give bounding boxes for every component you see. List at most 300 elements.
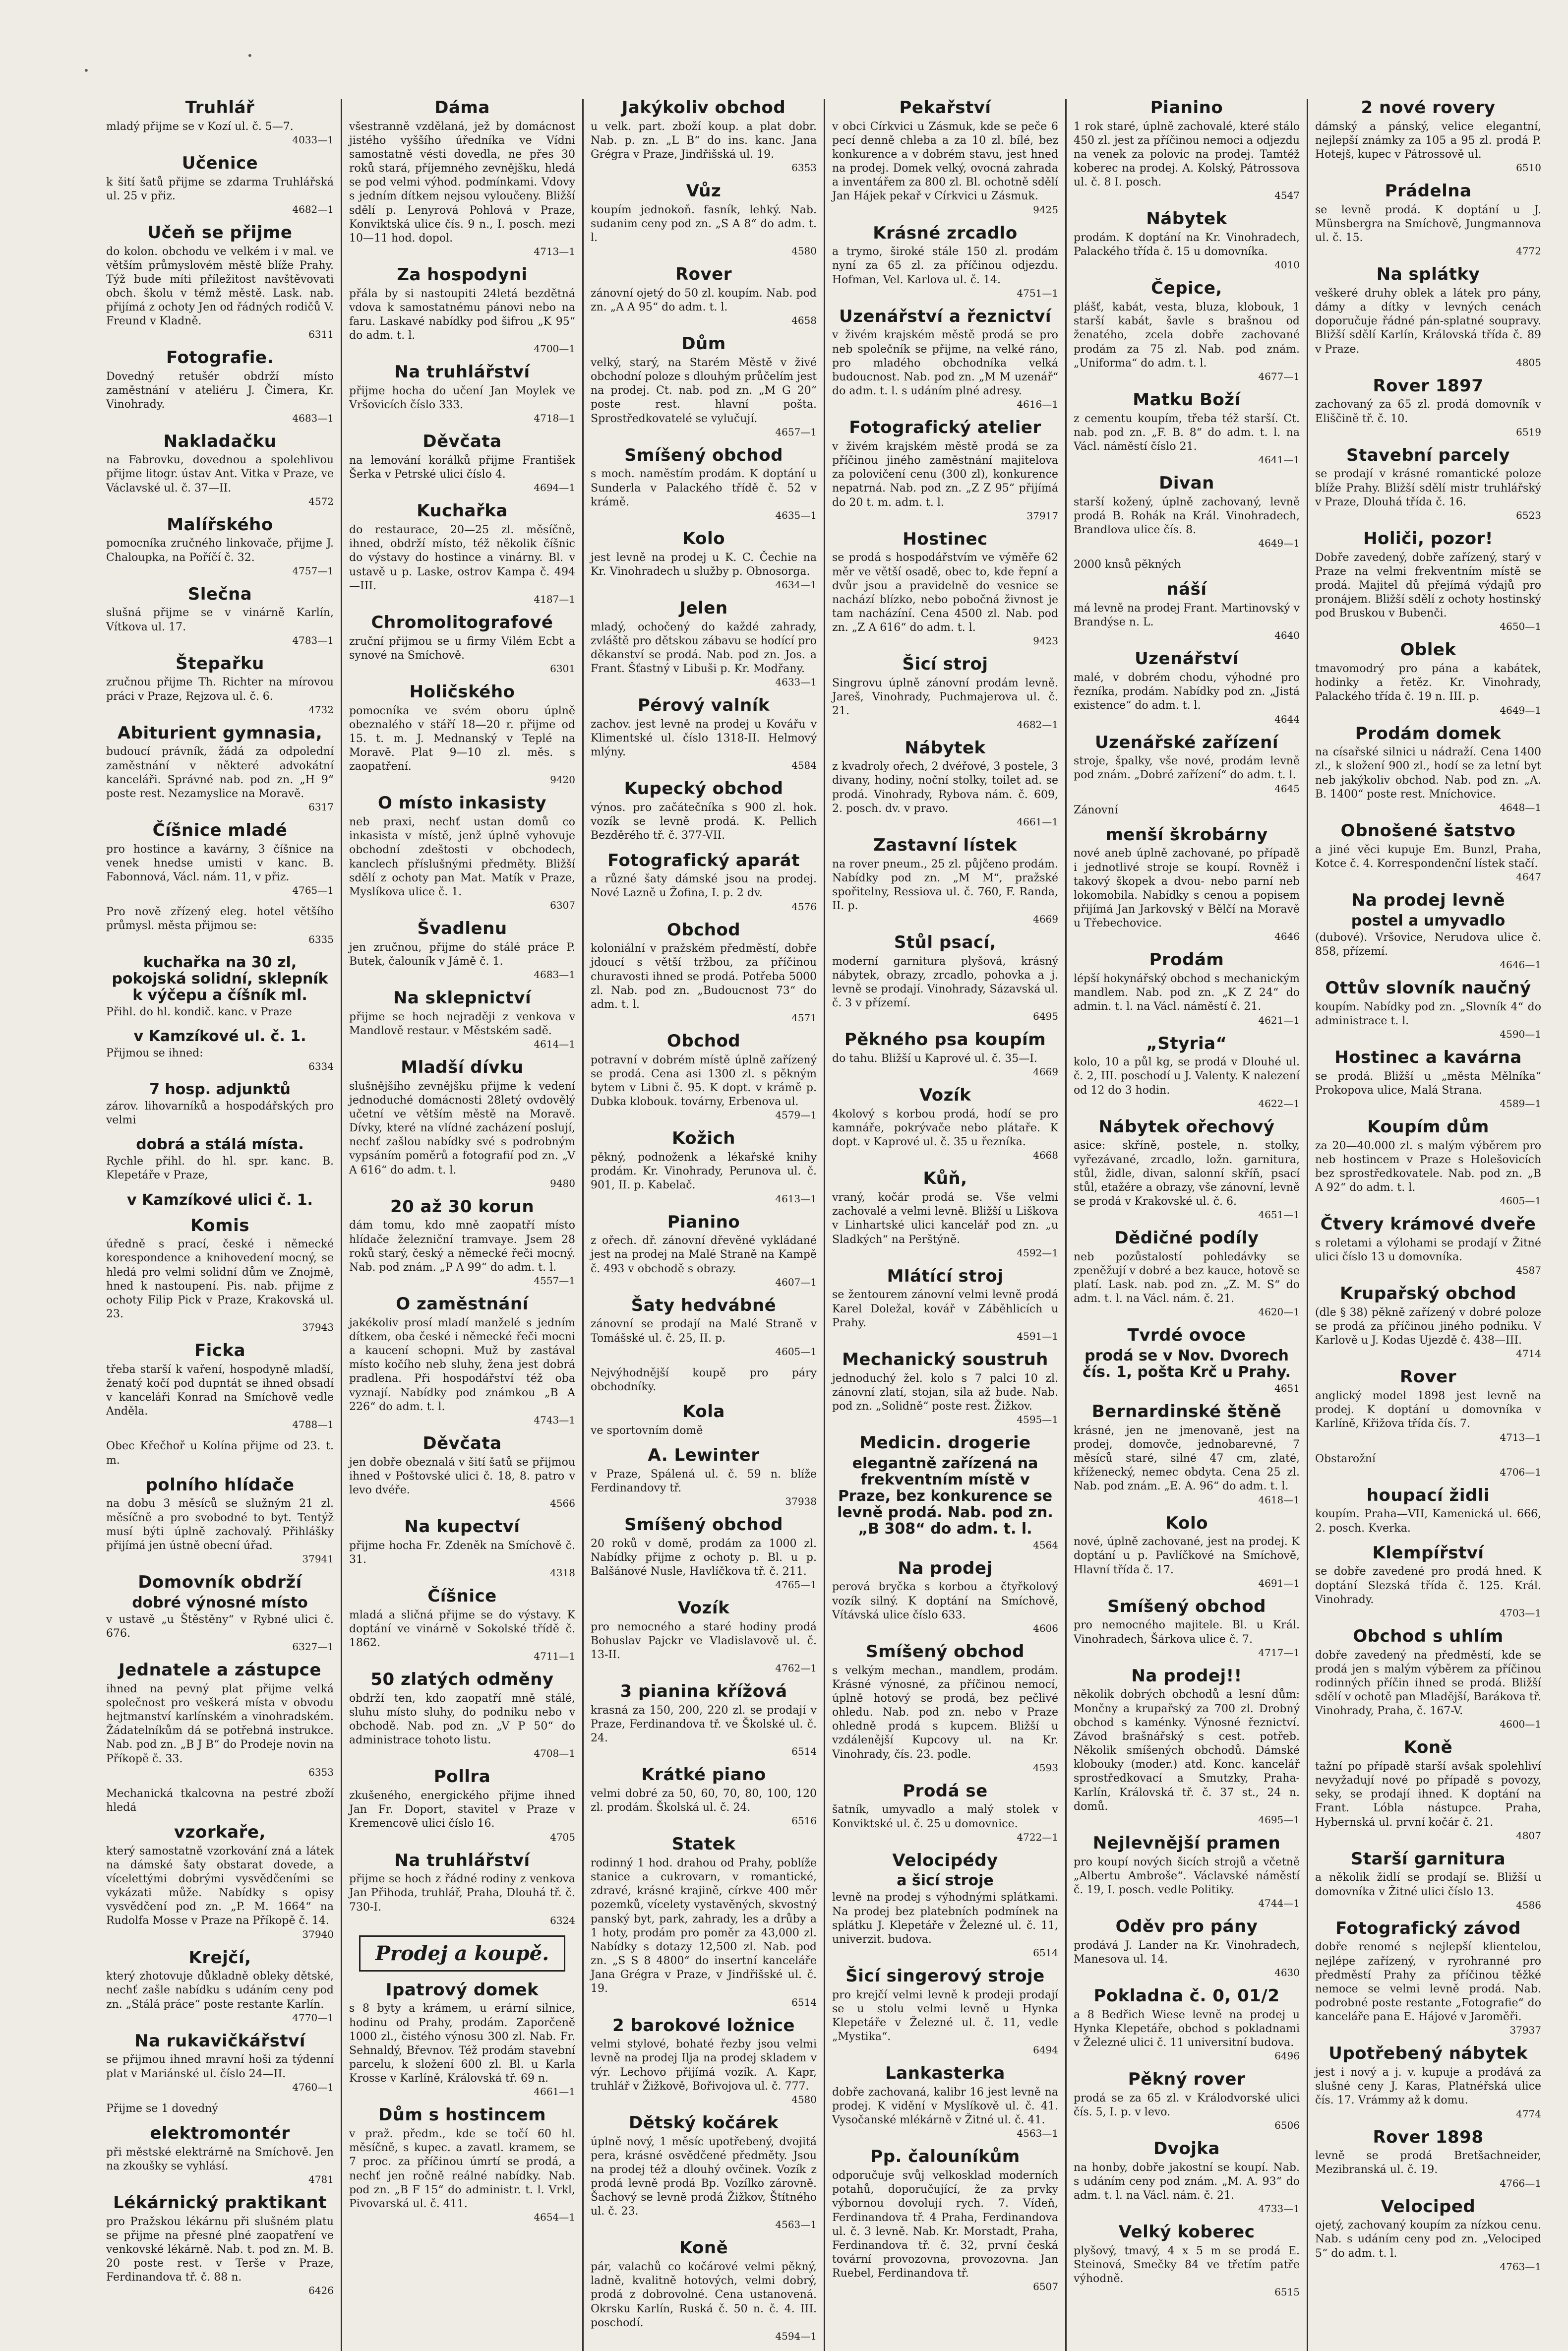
classified-ad [591, 1836, 817, 2008]
ad-headline: Medicin. drogerie [859, 1433, 1031, 1453]
ad-body: pro koupí nových šicích strojů a včetně „Albertu Ambroše“. Václavské náměstí č. 19, I. posch. vedle Politiky. [1074, 1856, 1300, 1896]
classified-ad [106, 2125, 334, 2185]
classified-ad [591, 2239, 817, 2342]
ad-body: v živém krajském městě prodá se pro neb společník se přijme, na velké ráno, pro mladého obchodníka velká budoucnost. Nab. pod zn. „M M uzenář“ do adm. t. l. s udáním plné adresy. [832, 329, 1058, 398]
ad-reference-number: 4691—1 [1258, 1577, 1300, 1589]
ad-body: nové, úplně zachované, jest na prodej. K doptání u p. Pavlíčkové na Smíchově, Hlavní třída č. 17. [1074, 1536, 1300, 1576]
ad-headline: Mladší dívku [401, 1057, 524, 1077]
ad-headline: 50 zlatých odměny [370, 1670, 554, 1690]
ad-headline: Pokladna č. 0, 01/2 [1093, 1986, 1280, 2006]
ad-headline: Čepice, [1151, 278, 1222, 299]
classified-ad [832, 1268, 1058, 1342]
classified-ad [1315, 641, 1541, 716]
classified-ad [106, 1028, 334, 1072]
ad-reference-number: 4547 [1274, 189, 1300, 202]
ad-body: se prodá s hospodářstvím ve výměře 62 měr ve větší osadě, obec to, kde řepní a dvůr jsou a pravidelně do vesnice se nachází blízko, nebo pobočná živnost je tam nacházíní. Cena 4500 zl. Nab. pod zn. „Z A 616“ do adm. t. l. [832, 552, 1058, 634]
ad-headline: Na prodej!! [1131, 1666, 1242, 1686]
ad-reference-number: 4630 [1274, 1967, 1300, 1979]
ad-reference-number: 4805 [1516, 356, 1541, 369]
ad-emphasis: v Kamzíkové ul. č. 1. [133, 1027, 306, 1045]
ad-reference-number: 4572 [308, 495, 334, 507]
ad-headline: Lankasterka [885, 2063, 1005, 2084]
ad-headline: Kupecký obchod [624, 779, 784, 799]
ad-reference-number: 6307 [550, 899, 575, 911]
ad-headline: Chromolitografové [371, 612, 553, 632]
ad-headline: O místo inkasisty [378, 793, 546, 813]
classified-ad [106, 905, 334, 945]
ad-body: ojetý, zachovaný koupím za nízkou cenu. Nab. s udáním ceny pod zn. „Velociped 5“ do adm. t. l. [1315, 2219, 1541, 2260]
ad-headline: Smíšený obchod [624, 445, 783, 465]
ad-body: výnos. pro začátečníka s 900 zl. hok. vozík se levně prodá. K. Pellich Bezděrého tř. č. 377-VII. [591, 802, 817, 842]
classified-ad [1315, 99, 1541, 174]
classified-ad [1315, 1285, 1541, 1360]
classified-ad [591, 99, 817, 174]
ad-headline: Ottův slovník naučný [1325, 978, 1531, 998]
ad-headline: Pianino [1150, 98, 1223, 118]
ad-emphasis: a šicí stroje [897, 1872, 994, 1890]
column-2 [341, 99, 582, 2351]
ad-headline: „Styria“ [1146, 1033, 1227, 1053]
classified-ad [591, 1516, 817, 1591]
classified-ad [1315, 530, 1541, 632]
classified-ad [106, 725, 334, 813]
ad-reference-number: 6317 [308, 801, 334, 813]
classified-ad [1315, 1545, 1541, 1619]
ad-body: se žentourem zánovní velmi levně prodá Karel Doležal, kovář v Záběhlicích u Prahy. [832, 1289, 1058, 1329]
ad-reference-number: 4595—1 [1017, 1414, 1058, 1426]
classified-ad [591, 1130, 817, 1204]
ad-headline: Prodám [1149, 950, 1224, 970]
classified-ad [1315, 2129, 1541, 2189]
classified-ad [1315, 822, 1541, 883]
ad-reference-number: 6324 [550, 1914, 575, 1926]
ad-reference-number: 6426 [308, 2285, 334, 2297]
ad-body: stroje, špalky, vše nové, prodám levně pod znám. „Dobré zařízení“ do adm. t. l. [1074, 755, 1300, 782]
classified-ad [832, 1170, 1058, 1258]
classified-ad [1074, 650, 1300, 725]
classified-ad [106, 1824, 334, 1940]
ad-body: koupím jednokoň. fasník, lehký. Nab. sudanim ceny pod zn. „S A 8“ do adm. t. l. [591, 203, 817, 245]
ad-headline: Vozík [677, 1598, 730, 1618]
ad-headline: Statek [671, 1834, 736, 1855]
classified-ad [1074, 734, 1300, 795]
ad-emphasis: dobrá a stálá místa. [136, 1136, 304, 1154]
ad-headline: Dvojka [1153, 2139, 1220, 2159]
ad-body: levně se prodá Bretšachneider, Mezibranská ul. č. 19. [1315, 2150, 1541, 2176]
classified-ad [1315, 377, 1541, 438]
ad-body: (dubové). Vršovice, Nerudova ulice č. 858, přízemí. [1315, 931, 1541, 958]
ad-reference-number: 6301 [550, 662, 575, 675]
ad-reference-number: 4584 [791, 759, 817, 772]
ad-body: přijme se hoch nejraději z venkova v Mandlově restaur. v Městském sadě. [349, 1010, 575, 1037]
ad-headline: vzorkaře, [174, 1822, 266, 1842]
ad-reference-number: 6510 [1516, 162, 1541, 174]
page-mark-dot: • [83, 64, 89, 76]
ad-body: jen zručnou, přijme do stálé práce P. Butek, čalouník v Jámě č. 1. [349, 941, 575, 968]
ad-body: zánovní ojetý do 50 zl. koupím. Nab. pod zn. „A A 95“ do adm. t. l. [591, 287, 817, 314]
ad-headline: Prodá se [903, 1781, 988, 1801]
ad-reference-number: 6515 [1274, 2286, 1300, 2298]
classified-ad [591, 335, 817, 437]
ad-reference-number: 4616—1 [1017, 398, 1058, 411]
ad-headline: Smíšený obchod [866, 1641, 1025, 1662]
column-1 [99, 99, 341, 2351]
ad-body: ve sportovním domě [591, 1424, 703, 1437]
ad-reference-number: 6506 [1274, 2119, 1300, 2132]
classified-ad [106, 2102, 334, 2116]
ad-headline: menší škrobárny [1105, 824, 1268, 845]
ad-body: slušnějšího zevnějšku přijme k vedení jednoduché domácnosti 28letý ovdovělý učetní ve větším městě na Moravě. Dívky, které na vlídné zacházení poslují, nechť zašlou nabídky své s podrobným vypsáním poměrů a fotografií pod zn. „V A 616“ do adm. t. l. [349, 1080, 575, 1176]
ad-reference-number: 37940 [302, 1928, 334, 1940]
ad-headline: Pěkného psa koupím [844, 1030, 1046, 1050]
ad-reference-number: 4614—1 [534, 1038, 575, 1050]
ad-reference-number: 4751—1 [1017, 287, 1058, 299]
classified-ad [1315, 1739, 1541, 1841]
ad-headline: Ipatrový domek [385, 1980, 539, 2000]
classified-ad [1315, 183, 1541, 257]
classified-ad [591, 1683, 817, 1757]
ad-body: Přijmou se ihned: [106, 1047, 203, 1059]
ad-reference-number: 4658 [791, 314, 817, 327]
ad-headline: Děvčata [422, 432, 502, 452]
ad-reference-number: 4766—1 [1500, 2177, 1541, 2189]
ad-reference-number: 4607—1 [775, 1276, 817, 1288]
classified-ad [106, 1949, 334, 2024]
ad-reference-number: 4708—1 [534, 1747, 575, 1760]
ad-headline: Na truhlářství [394, 1850, 530, 1870]
ad-reference-number: 4580 [791, 2093, 817, 2105]
ad-reference-number: 4763—1 [1500, 2260, 1541, 2273]
ad-body: pomocníka ve svém oboru úplně obeznalého v stáří 18—20 r. přijme od 15. t. m. J. Mednanský v Teplé na Moravě. Plat 9—10 zl. měs. s zaopatření. [349, 704, 575, 773]
ad-reference-number: 4566 [550, 1497, 575, 1509]
ad-body: za 20—40.000 zl. s malým výběrem pro neb hostincem v Praze s Holešovicích bez sprostředkovatele. Nab. pod zn. „B A 92“ do adm. t. l. [1315, 1139, 1541, 1194]
ad-reference-number: 4657—1 [775, 426, 817, 438]
ad-headline: Ficka [194, 1341, 246, 1361]
classified-ad [106, 1217, 334, 1334]
classified-ad [349, 920, 575, 981]
ad-reference-number: 4579—1 [775, 1109, 817, 1121]
ad-body: prodává J. Lander na Kr. Vinohradech, Manesova ul. 14. [1074, 1939, 1300, 1966]
ad-body: neb praxi, nechť ustan domů co inkasista v místě, jenž úplně vyhovuje obchodní zdeštosti v obchodech, kanclech příslušnými předměty. Bližší sdělí z ochoty pan Mat. Matík v Praze, Myslíkova ulice č. 1. [349, 816, 575, 898]
ad-headline: 3 pianina křížová [620, 1681, 787, 1702]
ad-headline: Velký koberec [1118, 2222, 1255, 2242]
ad-body: třeba starší k vaření, hospodyně mladší, ženatý kočí pod dupntát se ihned obsadí v kanceláři Konrad na Smíchově vedle Anděla. [106, 1363, 334, 1418]
ad-reference-number: 6327—1 [292, 1641, 334, 1653]
ad-reference-number: 4722—1 [1017, 1831, 1058, 1843]
ad-reference-number: 6519 [1516, 426, 1541, 438]
ad-reference-number: 4649—1 [1258, 537, 1300, 550]
classified-ad [1074, 2224, 1300, 2298]
ad-headline: Pp. čalouníkům [870, 2147, 1020, 2167]
ad-headline: Koně [1403, 1737, 1453, 1758]
ad-body: se prodají v krásné romantické poloze blíže Prahy. Bližší sdělí mistr truhlářský v Praze, Dlouhá třída č. 16. [1315, 468, 1541, 508]
ad-headline: Šaty hedvábné [631, 1295, 777, 1315]
classified-ad [832, 837, 1058, 925]
classified-ad [832, 99, 1058, 216]
ad-headline: Fotografický atelier [849, 418, 1041, 438]
ad-headline: Domovník obdrží [138, 1572, 302, 1593]
ad-headline: náší [1166, 579, 1207, 600]
ad-headline: Obchod s uhlím [1353, 1626, 1504, 1646]
classified-ad [832, 1783, 1058, 1843]
ad-reference-number: 9480 [550, 1177, 575, 1189]
ad-reference-number: 4669 [1033, 1066, 1058, 1078]
page-mark-dot: • [247, 50, 253, 62]
classified-ad [106, 155, 334, 215]
classified-ad [106, 2194, 334, 2296]
ad-headline: Kolo [1165, 1513, 1208, 1533]
ad-body: odporučuje svůj velkosklad moderních potahů, doporučující, že za prvky výbornou dovolují rych. 7. Vídeň, Ferdinandova tř. 4 Praha, Ferdinandova ul. č. 3 levně. Nab. Kr. Morstadt, Praha, Ferdinandova tř. č. 32, první česká tovární provozovna, provozovna. Jan Ruebel, Ferdinandova tř. [832, 2169, 1058, 2280]
classified-ad [349, 502, 575, 605]
ad-headline: Uzenářské zařízení [1094, 732, 1279, 752]
ad-reference-number: 4788—1 [292, 1419, 334, 1431]
ad-headline: Rover [675, 264, 732, 285]
ad-reference-number: 4713—1 [534, 246, 575, 258]
ad-body: neb pozůstalostí pohledávky se zpeněžují v dobré a bez kauce, hotově se platí. Lask. nab. pod zn. „Z. M. S“ do adm. t. l. na Václ. nám. č. 21. [1074, 1250, 1300, 1305]
ad-headline: Na prodej [898, 1558, 993, 1578]
classified-ad [106, 1081, 334, 1127]
classified-ad [349, 1296, 575, 1426]
ad-body: jest levně na prodej u K. C. Čechie na Kr. Vinohradech u služby p. Obnosorga. [591, 551, 817, 578]
classified-ad [106, 1662, 334, 1778]
ad-headline: Malířského [167, 514, 273, 535]
ad-body: přijme se hoch z řádné rodiny z venkova Jan Přihoda, truhlář, Praha, Dlouhá tř. č. 730-I. [349, 1873, 575, 1914]
ad-body: šatník, umyvadlo a malý stolek v Konviktské ul. č. 25 u domovnice. [832, 1803, 1058, 1830]
classified-ad [591, 1766, 817, 1827]
ad-headline: Smíšený obchod [624, 1514, 783, 1535]
ad-headline: Hostinec a kavárna [1334, 1047, 1522, 1067]
ad-reference-number: 4605—1 [775, 1345, 817, 1358]
ad-headline: houpací židli [1366, 1485, 1490, 1505]
ad-body: k šití šatů přijme se zdarma Truhlářská ul. 25 v přiz. [106, 176, 334, 202]
classified-columns [99, 98, 1548, 2342]
ad-headline: Smíšený obchod [1107, 1596, 1266, 1616]
ad-body: prodá se za 65 zl. v Králodvorské ulici čís. 5, I. p. v levo. [1074, 2092, 1300, 2118]
ad-body: zručnou přijme Th. Richter na mírovou práci v Praze, Rejzova ul. č. 6. [106, 676, 334, 703]
classified-ad [1074, 1230, 1300, 1318]
ad-body: zánovní se prodají na Malé Straně v Tomášské ul. č. 25, II. p. [591, 1318, 817, 1345]
classified-ad [1074, 1118, 1300, 1221]
classified-ad [1074, 210, 1300, 271]
ad-body: úředně s prací, české i německé korespondence a knihovedení mocný, se hledá pro velmi solidní dům ve Znojmě, hned k nastoupení. Pis. nab. přijme z ochoty Filip Pick v Praze, Krakovská ul. 23. [106, 1238, 334, 1320]
ad-reference-number: 6516 [791, 1815, 817, 1827]
ad-body: ihned na pevný plat přijme velká společnost pro veškerá místa v obvodu hejtmanství karlínském a vinohradském. Žádatelníkům dá se potřebná instrukce. Nab. pod zn. „B J B“ do Prodeje novin na Příkopě č. 33. [106, 1682, 334, 1765]
ad-headline: 20 až 30 korun [390, 1196, 535, 1217]
ad-body: a jiné věci kupuje Em. Bunzl, Praha, Kotce č. 4. Korrespondenční lístek stačí. [1315, 843, 1541, 870]
ad-headline: Vůz [686, 181, 722, 201]
ad-reference-number: 4781 [308, 2173, 334, 2185]
classified-ad [1315, 1628, 1541, 1730]
classified-ad [1074, 2071, 1300, 2131]
ad-reference-number: 4622—1 [1258, 1097, 1300, 1110]
ad-headline: Pollra [433, 1767, 491, 1787]
ad-headline: Kola [682, 1401, 725, 1422]
ad-reference-number: 4591—1 [1017, 1330, 1058, 1342]
ad-reference-number: 6335 [308, 933, 334, 945]
ad-reference-number: 4714 [1516, 1348, 1541, 1360]
classified-ad [349, 364, 575, 424]
classified-ad [1315, 1851, 1541, 1911]
ad-headline: elektromontér [150, 2123, 290, 2143]
ad-reference-number: 4700—1 [534, 343, 575, 355]
ad-headline: Dáma [434, 98, 490, 118]
classified-ad [1074, 826, 1300, 943]
classified-ad [349, 614, 575, 675]
ad-headline: Rover 1898 [1373, 2127, 1484, 2147]
ad-reference-number: 6514 [791, 1996, 817, 2008]
classified-ad [591, 183, 817, 257]
ad-body: z cementu koupím, třeba též starší. Ct. nab. pod zn. „F. B. 8“ do adm. t. l. na Václ. náměstí číslo 21. [1074, 412, 1300, 453]
ad-body: obdrží ten, kdo zaopatří mně stálé, sluhu místo sluhy, do podniku nebo v obchodě. Nab. pod zn. „V P 50“ do administrace tohoto listu. [349, 1692, 575, 1747]
classified-ad [1074, 1515, 1300, 1589]
ad-body: v praž. předm., kde se točí 60 hl. měsíčně, s kupec. a zavatl. kramem, se 7 proc. za příčinou úmrtí se prodá, a nechť jen ročně reálné nabídky. Nab. pod zn. „B F 15“ do administr. t. l. Vrkl, Pivovarská ul. č. 411. [349, 2128, 575, 2210]
classified-ad [349, 683, 575, 786]
ad-headline: Za hospodyni [397, 265, 528, 285]
classified-ad [106, 1136, 334, 1182]
classified-ad [106, 1574, 334, 1653]
ad-body: Obec Křečhoř u Kolína přijme od 23. t. m. [106, 1440, 334, 1467]
ad-reference-number: 9423 [1033, 635, 1058, 647]
ad-headline: Vozík [919, 1085, 971, 1106]
ad-headline: Stavební parcely [1346, 445, 1510, 465]
ad-reference-number: 4661—1 [534, 2086, 575, 2098]
classified-ad [349, 1518, 575, 1579]
ad-reference-number: 9420 [550, 774, 575, 786]
ad-reference-number: 4705 [550, 1831, 575, 1843]
ad-body: jakékoliv prosí mladí manželé s jedním dítkem, oba české i německé řeči mocni a kaucení schopni. Muž by zastával místo kočího neb sluhy, žena jest dobrá pradlena. Při hospodářství též oba vyznají. Nabídky pod známkou „B A 226“ do adm. t. l. [349, 1316, 575, 1413]
ad-reference-number: 4706—1 [1500, 1466, 1541, 1478]
ad-reference-number: 6514 [1033, 1947, 1058, 1959]
ad-headline: Truhlář [185, 98, 255, 118]
ad-body: se dobře zavedené pro prodá hned. K doptání Slezská třída č. 125. Král. Vinohrady. [1315, 1565, 1541, 1606]
ad-reference-number: 6311 [308, 328, 334, 341]
ad-reference-number: 4682—1 [292, 203, 334, 215]
ad-body: kolo, 10 a půl kg, se prodá v Dlouhé ul. č. 2, III. poschodí u J. Valenty. K nalezení od 12 do 3 hodin. [1074, 1056, 1300, 1097]
ad-body: krasná za 150, 200, 220 zl. se prodají v Praze, Ferdinandova tř. ve Školské ul. č. 24. [591, 1704, 817, 1745]
ad-headline: Nejlevnější pramen [1092, 1833, 1281, 1853]
ad-reference-number: 4600—1 [1500, 1718, 1541, 1731]
classified-ad [349, 99, 575, 257]
ad-body: zárov. lihovarníků a hospodářských pro velmi [106, 1100, 334, 1127]
ad-reference-number: 4580 [791, 245, 817, 257]
ad-headline: Fotografie. [166, 348, 274, 368]
classified-ad [106, 1477, 334, 1565]
ad-emphasis: kuchařka na 30 zl, pokojská solidní, sklepník k výčepu a číšník ml. [112, 953, 328, 1004]
ad-body: pomocníka zručného linkovače, přijme J. Chaloupka, na Poříčí č. 32. [106, 537, 334, 564]
classified-ad [106, 224, 334, 341]
ad-reference-number: 4762—1 [775, 1662, 817, 1674]
ad-body: velmi dobré za 50, 60, 70, 80, 100, 120 zl. prodám. Školská ul. č. 24. [591, 1787, 817, 1814]
ad-headline: Hostinec [903, 529, 988, 549]
ad-headline: Starší garnitura [1350, 1849, 1506, 1869]
ad-body: moderní garnitura plyšová, krásný nábytek, obrazy, zrcadlo, pohovka a j. levně se prodají. Vinohrady, Sázavská ul. č. 3 v přízemí. [832, 955, 1058, 1010]
ad-headline: Kožich [672, 1128, 735, 1149]
ad-headline: 2 nové rovery [1361, 98, 1496, 118]
ad-body: zachovaný za 65 zl. prodá domovník v Eliščině tř. č. 10. [1315, 398, 1541, 425]
ad-reference-number: 4576 [791, 900, 817, 913]
classified-ad [1074, 951, 1300, 1026]
ad-headline: Abiturient gymnasia, [117, 723, 323, 743]
classified-ad [832, 1031, 1058, 1078]
ad-headline: Pérový valník [638, 695, 770, 716]
classified-ad [1074, 1987, 1300, 2062]
ad-reference-number: 4651—1 [1258, 1209, 1300, 1221]
ad-body: na císařské silnici u nádraží. Cena 1400 zl., k složení 900 zl., hodí se za letní byt neb jakýkoliv obchod. Nab. pod zn. „A. B. 1400“ poste rest. Mníchovice. [1315, 746, 1541, 801]
classified-ad [1074, 804, 1300, 817]
ad-body: úplně nový, 1 měsíc upotřebený, dvojitá pera, krásné osvědčené předměty. Jsou na prodej též a dlouhý ovčinek. Vozík z prodá levně prodá Bp. Vozílko zárovně. Šachový se levně prodá Žižkov, Štítného ul. č. 23. [591, 2135, 817, 2218]
classified-ad [1315, 2045, 1541, 2119]
ad-reference-number: 4744—1 [1258, 1897, 1300, 1909]
ad-reference-number: 6353 [791, 162, 817, 174]
classified-ad [106, 516, 334, 577]
ad-headline: Na splátky [1376, 264, 1480, 285]
classified-ad [832, 225, 1058, 299]
ad-headline: Krátké piano [641, 1765, 766, 1785]
ad-reference-number: 4760—1 [292, 2081, 334, 2093]
ad-body: 1 rok staré, úplně zachovalé, které stálo 450 zl. jest za příčinou nemoci a odjezdu na venek za polovic na prodej. Tamtéž koberec na prodej. A. Kolský, Pátrossova ul. č. 8 I. posch. [1074, 120, 1300, 189]
ad-headline: Štepařku [176, 653, 264, 674]
ad-body: dobře zavedený na předměstí, kde se prodá jen s malým výběrem za příčinou rodinných příčin ihned se prodá. Bližší sdělí v ochotě pan Mladější, Barákova tř. Vinohrady, Praha, č. 167-V. [1315, 1649, 1541, 1718]
ad-reference-number: 9425 [1033, 203, 1058, 216]
column-5 [1065, 99, 1307, 2351]
classified-ad [106, 1787, 334, 1815]
classified-ad [591, 266, 817, 326]
classified-ad [349, 2106, 575, 2223]
classified-ad [1074, 475, 1300, 549]
classified-ad [1315, 1049, 1541, 1110]
classified-ad [106, 954, 334, 1019]
ad-body: má levně na prodej Frant. Martinovský v Brandýse n. L. [1074, 602, 1300, 629]
classified-ad [106, 822, 334, 896]
ad-body: na honby, dobře jakostní se koupí. Nab. s udáním ceny pod znám. „M. A. 93“ do adm. t. l. na Václ. nám. č. 21. [1074, 2161, 1300, 2202]
classified-ad [349, 990, 575, 1050]
ad-body: na rover pneum., 25 zl. půjčeno prodám. Nabídky pod zn. „M M“, pražské spořitelny, Ressiova ul. č. 760, F. Randa, II. p. [832, 858, 1058, 912]
ad-body: vraný, kočár prodá se. Vše velmi zachovalé a velmi levně. Bližší u Liškova v Linhartské ulici kancelář pod zn. „u Sladkých“ na Perštýně. [832, 1191, 1058, 1246]
ad-reference-number: 37917 [1026, 509, 1058, 522]
ad-headline: Prodám domek [1355, 723, 1502, 743]
classified-ad [106, 586, 334, 646]
ad-headline: Nábytek [1146, 209, 1227, 229]
ad-body: potravní v dobrém místě úplně zařízený se prodá. Cena asi 1300 zl. s pěkným bytem v Libni č. 95. K dopt. v krámě p. Dubka klobouk. továrny, Erbenova ul. [591, 1053, 817, 1109]
classified-ad [1074, 1918, 1300, 1979]
classified-ad [591, 780, 817, 843]
ad-reference-number: 4651 [1274, 1382, 1300, 1395]
ad-headline: Jakýkoliv obchod [621, 98, 786, 118]
classified-ad [349, 266, 575, 355]
classified-ad [106, 1342, 334, 1430]
ad-headline: Nakladačku [163, 431, 277, 451]
ad-reference-number: 4668 [1033, 1149, 1058, 1162]
classified-ad [349, 1435, 575, 1509]
ad-reference-number: 4694—1 [534, 482, 575, 494]
ad-reference-number: 4733—1 [1258, 2203, 1300, 2215]
ad-body: nové aneb úplně zachované, po případě i jednotlivé stroje se koupí. Rovněž i takový škopek a dvou- nebo parní neb lokomobila. Nabídky s cenou a popisem přijímá Jan Jarkovský v Bělčí na Moravě u Třebechovice. [1074, 847, 1300, 930]
ad-body: zkušeného, energického přijme ihned Jan Fr. Doport, stavitel v Praze v Kremencově ulici číslo 16. [349, 1790, 575, 1830]
ad-body: jest i nový a j. v. kupuje a prodává za slušné ceny J. Karas, Platnéřská ulice čís. 17. Vrámmy až k domu. [1315, 2066, 1541, 2107]
ad-body: s moch. naměstím prodám. K doptání u Sunderla v Palackého třídě č. 52 v krámě. [591, 468, 817, 508]
ad-reference-number: 4783—1 [292, 634, 334, 646]
ad-reference-number: 4765—1 [775, 1578, 817, 1591]
ad-body: asice: skříně, postele, n. stolky, vyřezávané, zrcadlo, ložn. garnitura, stůl, židle, divan, salonní skříň, psací stůl, etažére a obrazy, vše zánovní, levně se prodá v Krakovské ul. č. 6. [1074, 1139, 1300, 1208]
ad-reference-number: 4641—1 [1258, 454, 1300, 466]
ad-headline: Krásné zrcadlo [873, 223, 1018, 243]
ad-body: plášť, kabát, vesta, bluza, klobouk, 1 starší kabát, šavle s brašnou od ženatého, zcela dobře zachované prodám za 75 zl. Nab. pod znám. „Uniforma“ do adm. t. l. [1074, 301, 1300, 370]
ad-headline: Švadlenu [417, 918, 507, 938]
ad-headline: Kolo [682, 528, 725, 549]
classified-ad [1074, 1327, 1300, 1394]
ad-body: veškeré druhy oblek a látek pro pány, dámy a dítky v levných cenách doporučuje řádné pán-splatné soupravy. Bližší sdělí Karlín, Královská třída č. 89 v Praze. [1315, 287, 1541, 356]
ad-body: Přijme se 1 dovedný [106, 2102, 218, 2115]
